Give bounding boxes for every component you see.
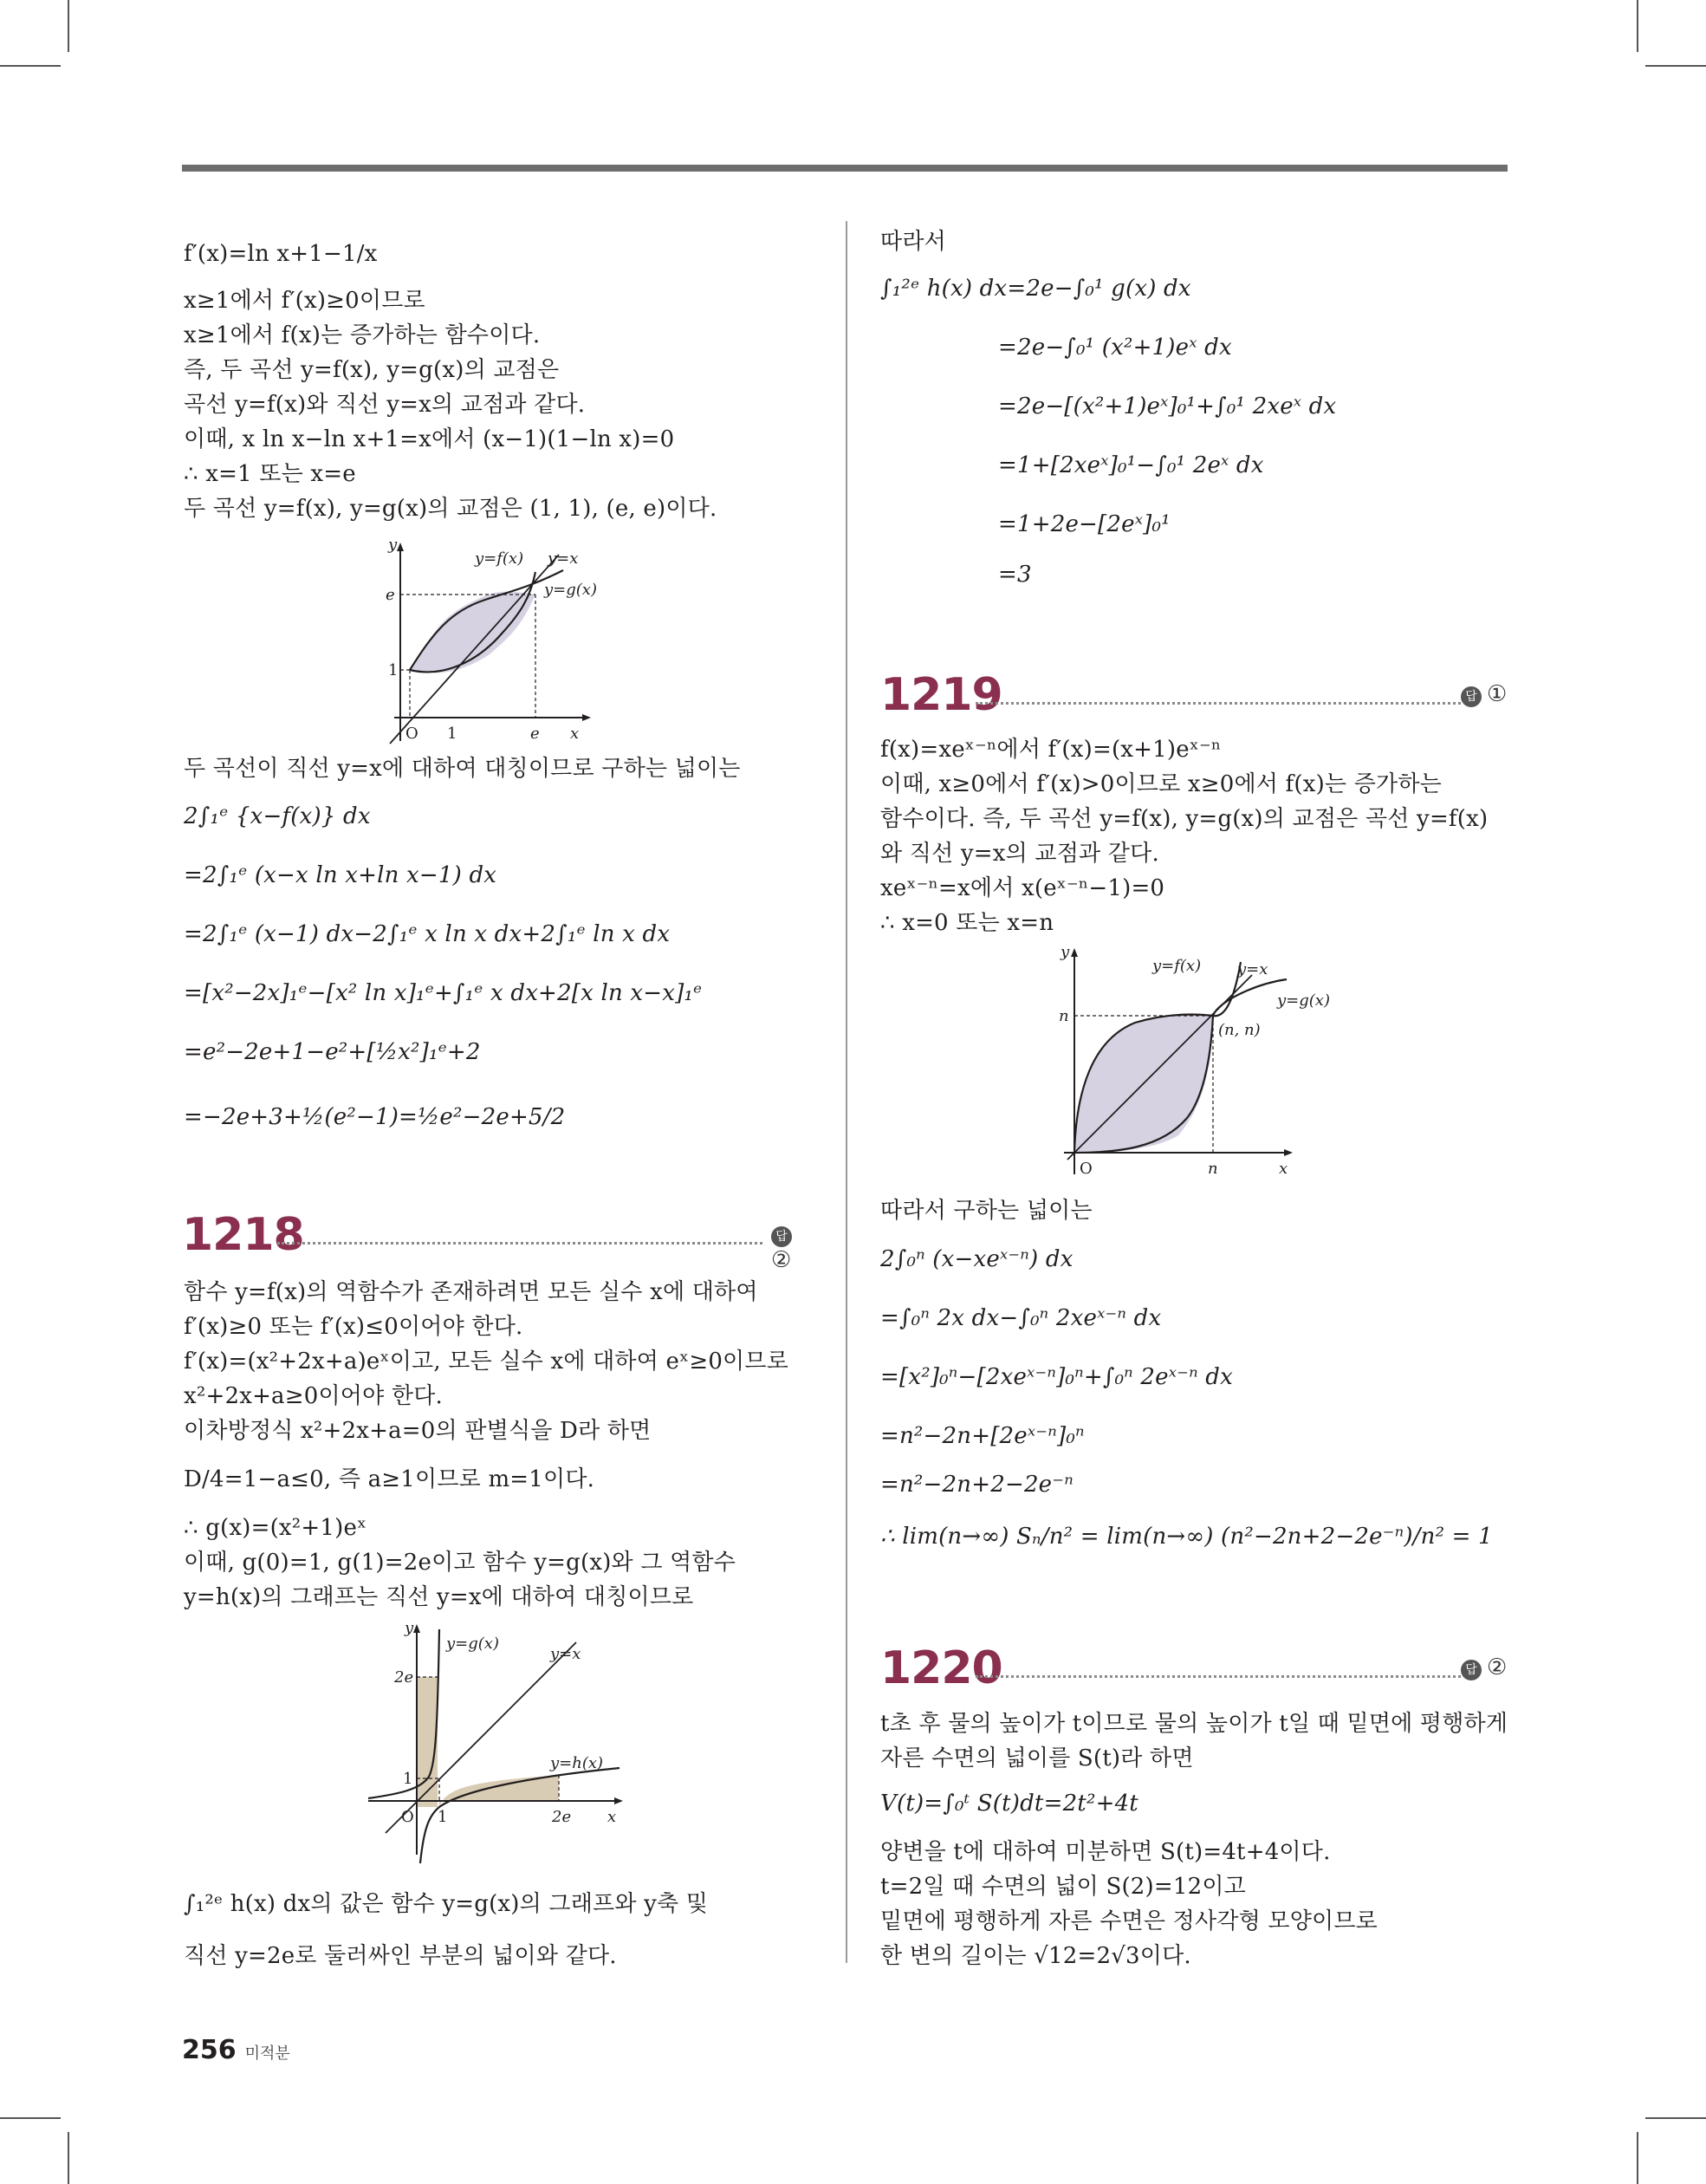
equation-line: =2e−∫₀¹ (x²+1)eˣ dx [998, 335, 1232, 361]
tick-label: 1 [438, 1808, 448, 1826]
axis-label-x: x [570, 725, 580, 743]
text-line: ∴ x=0 또는 x=n [880, 910, 1054, 936]
text-line: ∫₁²ᵉ h(x) dx의 값은 함수 y=g(x)의 그래프와 y축 및 [184, 1891, 709, 1917]
graph-f-g-symmetric [1048, 945, 1360, 1187]
text-line: f′(x)=(x²+2x+a)eˣ이고, 모든 실수 x에 대하여 eˣ≥0이므로 [184, 1349, 789, 1375]
problem-number: 1219 [880, 669, 1002, 721]
equation-line: =n²−2n+[2eˣ⁻ⁿ]₀ⁿ [880, 1423, 1085, 1449]
text-line: 두 곡선 y=f(x), y=g(x)의 교점은 (1, 1), (e, e)이다. [184, 496, 717, 522]
answer-badge-icon: 답 [771, 1226, 792, 1247]
origin-label: O [405, 725, 418, 743]
text-line: D/4=1−a≤0, 즉 a≥1이므로 m=1이다. [184, 1466, 595, 1492]
tick-label: n [1208, 1160, 1218, 1178]
crop-mark [0, 2117, 61, 2119]
answer-value: ② [771, 1247, 792, 1273]
crop-mark [68, 2132, 69, 2184]
tick-label: e [386, 586, 395, 604]
problem-number: 1218 [182, 1209, 304, 1261]
text-line: 이때, g(0)=1, g(1)=2e이고 함수 y=g(x)와 그 역함수 [184, 1550, 736, 1576]
curve-label: y=f(x) [475, 549, 524, 568]
text-line: 와 직선 y=x의 교점과 같다. [880, 841, 1159, 867]
equation-line: =1+[2xeˣ]₀¹−∫₀¹ 2eˣ dx [998, 452, 1264, 478]
text-line: 따라서 구하는 넓이는 [880, 1198, 1093, 1224]
equation-line: V(t)=∫₀ᵗ S(t)dt=2t²+4t [880, 1791, 1138, 1817]
text-line: 직선 y=2e로 둘러싸인 부분의 넓이와 같다. [184, 1943, 617, 1969]
equation-line: =2∫₁ᵉ (x−1) dx−2∫₁ᵉ x ln x dx+2∫₁ᵉ ln x dx [184, 921, 671, 947]
problem-header-1219 [880, 669, 1513, 721]
page-number: 256 [182, 2035, 237, 2065]
answer-badge-icon: 답 [1461, 1660, 1482, 1680]
axis-label-y: y [388, 537, 398, 554]
dotted-leader [976, 702, 1461, 705]
equation-line: =∫₀ⁿ 2x dx−∫₀ⁿ 2xeˣ⁻ⁿ dx [880, 1305, 1162, 1331]
origin-label: O [1080, 1160, 1093, 1178]
text-line: 이차방정식 x²+2x+a=0의 판별식을 D라 하면 [184, 1418, 652, 1444]
problem-header-1220 [880, 1642, 1513, 1694]
axis-label-y: y [1061, 945, 1070, 961]
text-line: y=h(x)의 그래프는 직선 y=x에 대하여 대칭이므로 [184, 1584, 694, 1610]
text-line: 함수이다. 즉, 두 곡선 y=f(x), y=g(x)의 교점은 곡선 y=f(x) [880, 806, 1489, 832]
text-line: x≥1에서 f(x)는 증가하는 함수이다. [184, 322, 541, 348]
text-line: 양변을 t에 대하여 미분하면 S(t)=4t+4이다. [880, 1839, 1331, 1865]
graph-f-g-intersection [364, 537, 615, 745]
crop-mark [1637, 0, 1638, 52]
tick-label: 1 [388, 661, 399, 679]
problem-header-1218 [182, 1209, 814, 1273]
text-line: 두 곡선이 직선 y=x에 대하여 대칭이므로 구하는 넓이는 [184, 756, 741, 782]
text-line: 이때, x≥0에서 f′(x)>0이므로 x≥0에서 f(x)는 증가하는 [880, 771, 1442, 797]
axis-label-y: y [405, 1621, 414, 1637]
curve-label: y=x [550, 1645, 581, 1663]
page-footer [182, 2035, 290, 2065]
curve-label: y=f(x) [1152, 957, 1202, 975]
curve-label: y=x [548, 549, 579, 568]
equation-line: 2∫₀ⁿ (x−xeˣ⁻ⁿ) dx [880, 1246, 1074, 1272]
answer-label [771, 1221, 814, 1273]
crop-mark [0, 65, 61, 67]
text-line: f′(x)≥0 또는 f′(x)≤0이어야 한다. [184, 1314, 523, 1340]
text-line: x≥1에서 f′(x)≥0이므로 [184, 288, 425, 314]
equation-line: =[x²−2x]₁ᵉ−[x² ln x]₁ᵉ+∫₁ᵉ x dx+2[x ln x−x]₁ᵉ [184, 980, 703, 1006]
equation-line: 2∫₁ᵉ {x−f(x)} dx [184, 803, 371, 829]
axis-label-x: x [607, 1808, 617, 1826]
text-line: ∴ g(x)=(x²+1)eˣ [184, 1515, 367, 1541]
equation-line: =−2e+3+½(e²−1)=½e²−2e+5/2 [184, 1104, 566, 1130]
crop-mark [1645, 65, 1706, 67]
crop-mark [68, 0, 69, 52]
text-line: 따라서 [880, 229, 946, 255]
text-line: x²+2x+a≥0이어야 한다. [184, 1383, 443, 1409]
text-line: f(x)=xeˣ⁻ⁿ에서 f′(x)=(x+1)eˣ⁻ⁿ [880, 737, 1222, 763]
text-line: t초 후 물의 높이가 t이므로 물의 높이가 t일 때 밑면에 평행하게 [880, 1711, 1508, 1737]
equation-line: =3 [998, 562, 1032, 588]
header-rule [182, 165, 1508, 172]
curve-label: y=g(x) [446, 1635, 499, 1653]
curve-label: y=g(x) [544, 581, 597, 599]
text-line: t=2일 때 수면의 넓이 S(2)=12이고 [880, 1874, 1246, 1900]
answer-label [1461, 681, 1507, 707]
text-line: 즉, 두 곡선 y=f(x), y=g(x)의 교점은 [184, 357, 560, 383]
text-line: 한 변의 길이는 √12=2√3이다. [880, 1943, 1191, 1969]
answer-label [1461, 1654, 1507, 1680]
crop-mark [1637, 2132, 1638, 2184]
point-label: (n, n) [1218, 1021, 1261, 1039]
equation-line: =[x²]₀ⁿ−[2xeˣ⁻ⁿ]₀ⁿ+∫₀ⁿ 2eˣ⁻ⁿ dx [880, 1364, 1233, 1390]
equation-line: =e²−2e+1−e²+[½x²]₁ᵉ+2 [184, 1039, 481, 1065]
answer-value: ② [1487, 1654, 1508, 1680]
subject-label: 미적분 [244, 2044, 290, 2063]
text-line: 밑면에 평행하게 자른 수면은 정사각형 모양이므로 [880, 1908, 1378, 1934]
tick-label: 2e [394, 1668, 414, 1687]
equation-line: =2e−[(x²+1)eˣ]₀¹+∫₀¹ 2xeˣ dx [998, 393, 1337, 419]
curve-label: y=x [1237, 960, 1268, 978]
tick-label: 1 [403, 1770, 413, 1788]
column-divider [846, 221, 847, 1963]
text-line: 곡선 y=f(x)와 직선 y=x의 교점과 같다. [184, 392, 586, 418]
equation-line: ∫₁²ᵉ h(x) dx=2e−∫₀¹ g(x) dx [880, 276, 1191, 302]
crop-mark [1645, 2117, 1706, 2119]
problem-number: 1220 [880, 1642, 1002, 1694]
answer-value: ① [1487, 681, 1508, 707]
text-line: ∴ x=1 또는 x=e [184, 461, 356, 487]
text-line: f′(x)=ln x+1−1/x [184, 241, 378, 267]
curve-label: y=g(x) [1277, 991, 1330, 1010]
equation-line: =2∫₁ᵉ (x−x ln x+ln x−1) dx [184, 862, 497, 888]
text-line: 이때, x ln x−ln x+1=x에서 (x−1)(1−ln x)=0 [184, 426, 675, 452]
tick-label: n [1059, 1007, 1069, 1025]
text-line: 함수 y=f(x)의 역함수가 존재하려면 모든 실수 x에 대하여 [184, 1279, 758, 1305]
graph-g-inverse-h [360, 1621, 637, 1863]
text-line: xeˣ⁻ⁿ=x에서 x(eˣ⁻ⁿ−1)=0 [880, 875, 1165, 901]
equation-line: ∴ lim(n→∞) Sₙ/n² = lim(n→∞) (n²−2n+2−2e⁻ⁿ)/n² = 1 [880, 1524, 1493, 1550]
curve-label: y=h(x) [550, 1754, 604, 1772]
dotted-leader [976, 1675, 1461, 1678]
answer-badge-icon: 답 [1461, 686, 1482, 707]
tick-label: 2e [552, 1808, 572, 1826]
tick-label: 1 [447, 725, 457, 743]
axis-label-x: x [1279, 1160, 1288, 1178]
equation-line: =1+2e−[2eˣ]₀¹ [998, 511, 1171, 537]
dotted-leader [277, 1242, 762, 1245]
origin-label: O [401, 1808, 414, 1826]
text-line: 자른 수면의 넓이를 S(t)라 하면 [880, 1745, 1194, 1771]
tick-label: e [530, 725, 540, 743]
equation-line: =n²−2n+2−2e⁻ⁿ [880, 1472, 1074, 1498]
